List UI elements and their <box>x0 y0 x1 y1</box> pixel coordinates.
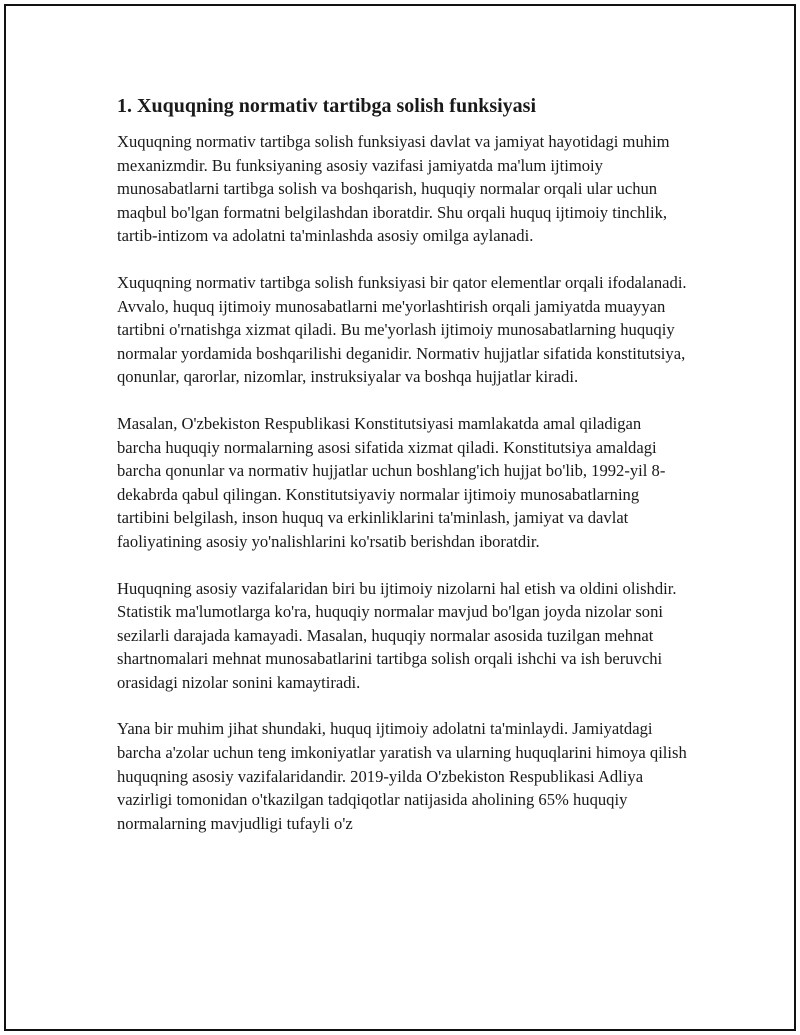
paragraph-3: Masalan, O'zbekiston Respublikasi Konstitutsiyasi mamlakatda amal qiladigan barcha huquqiy normalarning asosi sifatida xizmat qiladi. Konstitutsiya amaldagi barcha qonunlar va normativ hujjatlar uchun boshlang'ich hujjat bo'lib, 1992-yil 8-dekabrda qabul qilingan. Konstitutsiyaviy normalar ijtimoiy munosabatlarning tartibini belgilash, inson huquq va erkinliklarini ta'minlash, jamiyat va davlat faoliyatining asosiy yo'nalishlarini ko'rsatib berishdan iboratdir. <box>117 413 666 551</box>
document-body <box>117 92 687 858</box>
paragraph-5: Yana bir muhim jihat shundaki, huquq ijtimoiy adolatni ta'minlaydi. Jamiyatdagi barcha a'zolar uchun teng imkoniyatlar yaratish va ularning huquqlarini himoya qilish huquqning asosiy vazifalaridandir. 2019-yilda O'zbekiston Respublikasi Adliya vazirligi tomonidan o'tkazilgan tadqiqotlar natijasida aholining 65% huquqiy normalarning mavjudligi tufayli o'z <box>117 719 687 833</box>
section-title: 1. Xuquqning normativ tartibga solish funksiyasi <box>117 95 537 117</box>
paragraph-1: Xuquqning normativ tartibga solish funksiyasi davlat va jamiyat hayotidagi muhim mexanizmdir. Bu funksiyaning asosiy vazifasi jamiyatda ma'lum ijtimoiy munosabatlarni tartibga solish va boshqarish, huquqiy normalar orqali ular uchun maqbul bo'lgan formatni belgilashdan iboratdir. Shu orqali huquq ijtimoiy tinchlik, tartib-intizom va adolatni ta'minlashda asosiy omilga aylanadi. <box>117 132 670 246</box>
paragraph-2: Xuquqning normativ tartibga solish funksiyasi bir qator elementlar orqali ifodalanadi. Avvalo, huquq ijtimoiy munosabatlarni me'yorlashtirish orqali jamiyatda muayyan tartibni o'rnatishga xizmat qiladi. Bu me'yorlash ijtimoiy munosabatlarning huquqiy normalar yordamida boshqarilishi deganidir. Normativ hujjatlar sifatida konstitutsiya, qonunlar, qarorlar, nizomlar, instruksiyalar va boshqa hujjatlar kiradi. <box>117 272 687 387</box>
paragraph-4: Huquqning asosiy vazifalaridan biri bu ijtimoiy nizolarni hal etish va oldini olishdir. Statistik ma'lumotlarga ko'ra, huquqiy normalar mavjud bo'lgan joyda nizolar soni sezilarli darajada kamayadi. Masalan, huquqiy normalar asosida tuzilgan mehnat shartnomalari mehnat munosabatlarini tartibga solish orqali ishchi va ish beruvchi orasidagi nizolar sonini kamaytiradi. <box>117 578 677 692</box>
